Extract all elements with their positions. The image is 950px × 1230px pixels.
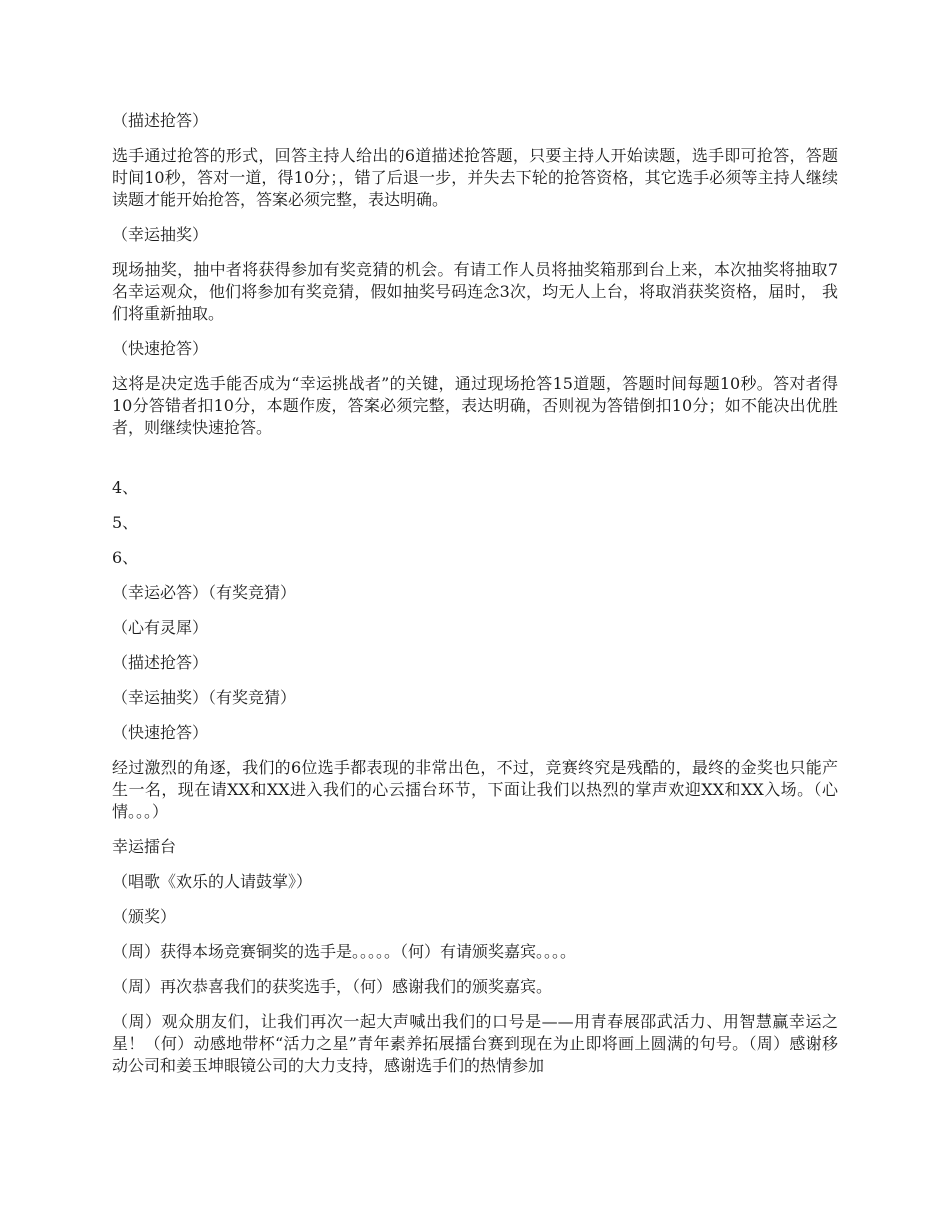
section-heading-quick-answer: （快速抢答） <box>112 339 209 358</box>
section-heading-song: （唱歌《欢乐的人请鼓掌》） <box>112 872 313 891</box>
numbered-item-6: 6、 <box>112 548 139 567</box>
section-heading-lucky-arena: 幸运擂台 <box>112 837 177 856</box>
paragraph-lucky-draw-rules: 现场抽奖，抽中者将获得参加有奖竞猜的机会。有请工作人员将抽奖箱那到台上来，本次抽奖将抽取7名幸运观众，他们将参加有奖竞猜，假如抽奖号码连念3次，均无人上台，将取消获奖资格，届时， 我们将重新抽取。 <box>112 260 838 323</box>
paragraph-final-intro: 经过激烈的角逐，我们的6位选手都表现的非常出色，不过，竞赛终究是残酷的，最终的金奖也只能产生一名，现在请XX和XX进入我们的心云擂台环节，下面让我们以热烈的掌声欢迎XX和XX入场。（心情。。。） <box>112 758 838 821</box>
section-heading-lucky-must-answer: （幸运必答）（有奖竞猜） <box>112 583 297 602</box>
paragraph-describe-rules: 选手通过抢答的形式，回答主持人给出的6道描述抢答题，只要主持人开始读题，选手即可抢答，答题时间10秒，答对一道，得10分；，错了后退一步，并失去下轮的抢答资格，其它选手必须等主持人继续读题才能开始抢答，答案必须完整，表达明确。 <box>112 146 838 209</box>
numbered-item-4: 4、 <box>112 478 139 497</box>
section-heading-lucky-draw-2: （幸运抽奖）（有奖竞猜） <box>112 688 297 707</box>
paragraph-closing: （周）观众朋友们，让我们再次一起大声喊出我们的口号是——用青春展邵武活力、用智慧赢幸运之星！（何）动感地带杯“活力之星”青年素养拓展擂台赛到现在为止即将画上圆满的句号。（周）感谢移动公司和姜玉坤眼镜公司的大力支持，感谢选手们的热情参加 <box>112 1012 838 1075</box>
section-heading-awards: （颁奖） <box>112 907 177 926</box>
spacer <box>112 452 838 477</box>
section-heading-telepathy: （心有灵犀） <box>112 618 209 637</box>
section-heading-quick-answer-2: （快速抢答） <box>112 723 209 742</box>
paragraph-quick-answer-rules: 这将是决定选手能否成为“幸运挑战者”的关键，通过现场抢答15道题，答题时间每题10秒。答对者得10分答错者扣10分，本题作废，答案必须完整，表达明确，否则视为答错倒扣10分；如不能决出优胜者，则继续快速抢答。 <box>112 374 838 437</box>
numbered-item-5: 5、 <box>112 513 139 532</box>
section-heading-lucky-draw: （幸运抽奖） <box>112 225 209 244</box>
paragraph-congrats: （周）再次恭喜我们的获奖选手，（何）感谢我们的颁奖嘉宾。 <box>112 977 553 996</box>
section-heading-describe: （描述抢答） <box>112 111 209 130</box>
section-heading-describe-2: （描述抢答） <box>112 653 209 672</box>
paragraph-bronze-award: （周）获得本场竞赛铜奖的选手是。。。。。（何）有请颁奖嘉宾。。。。 <box>112 942 577 961</box>
